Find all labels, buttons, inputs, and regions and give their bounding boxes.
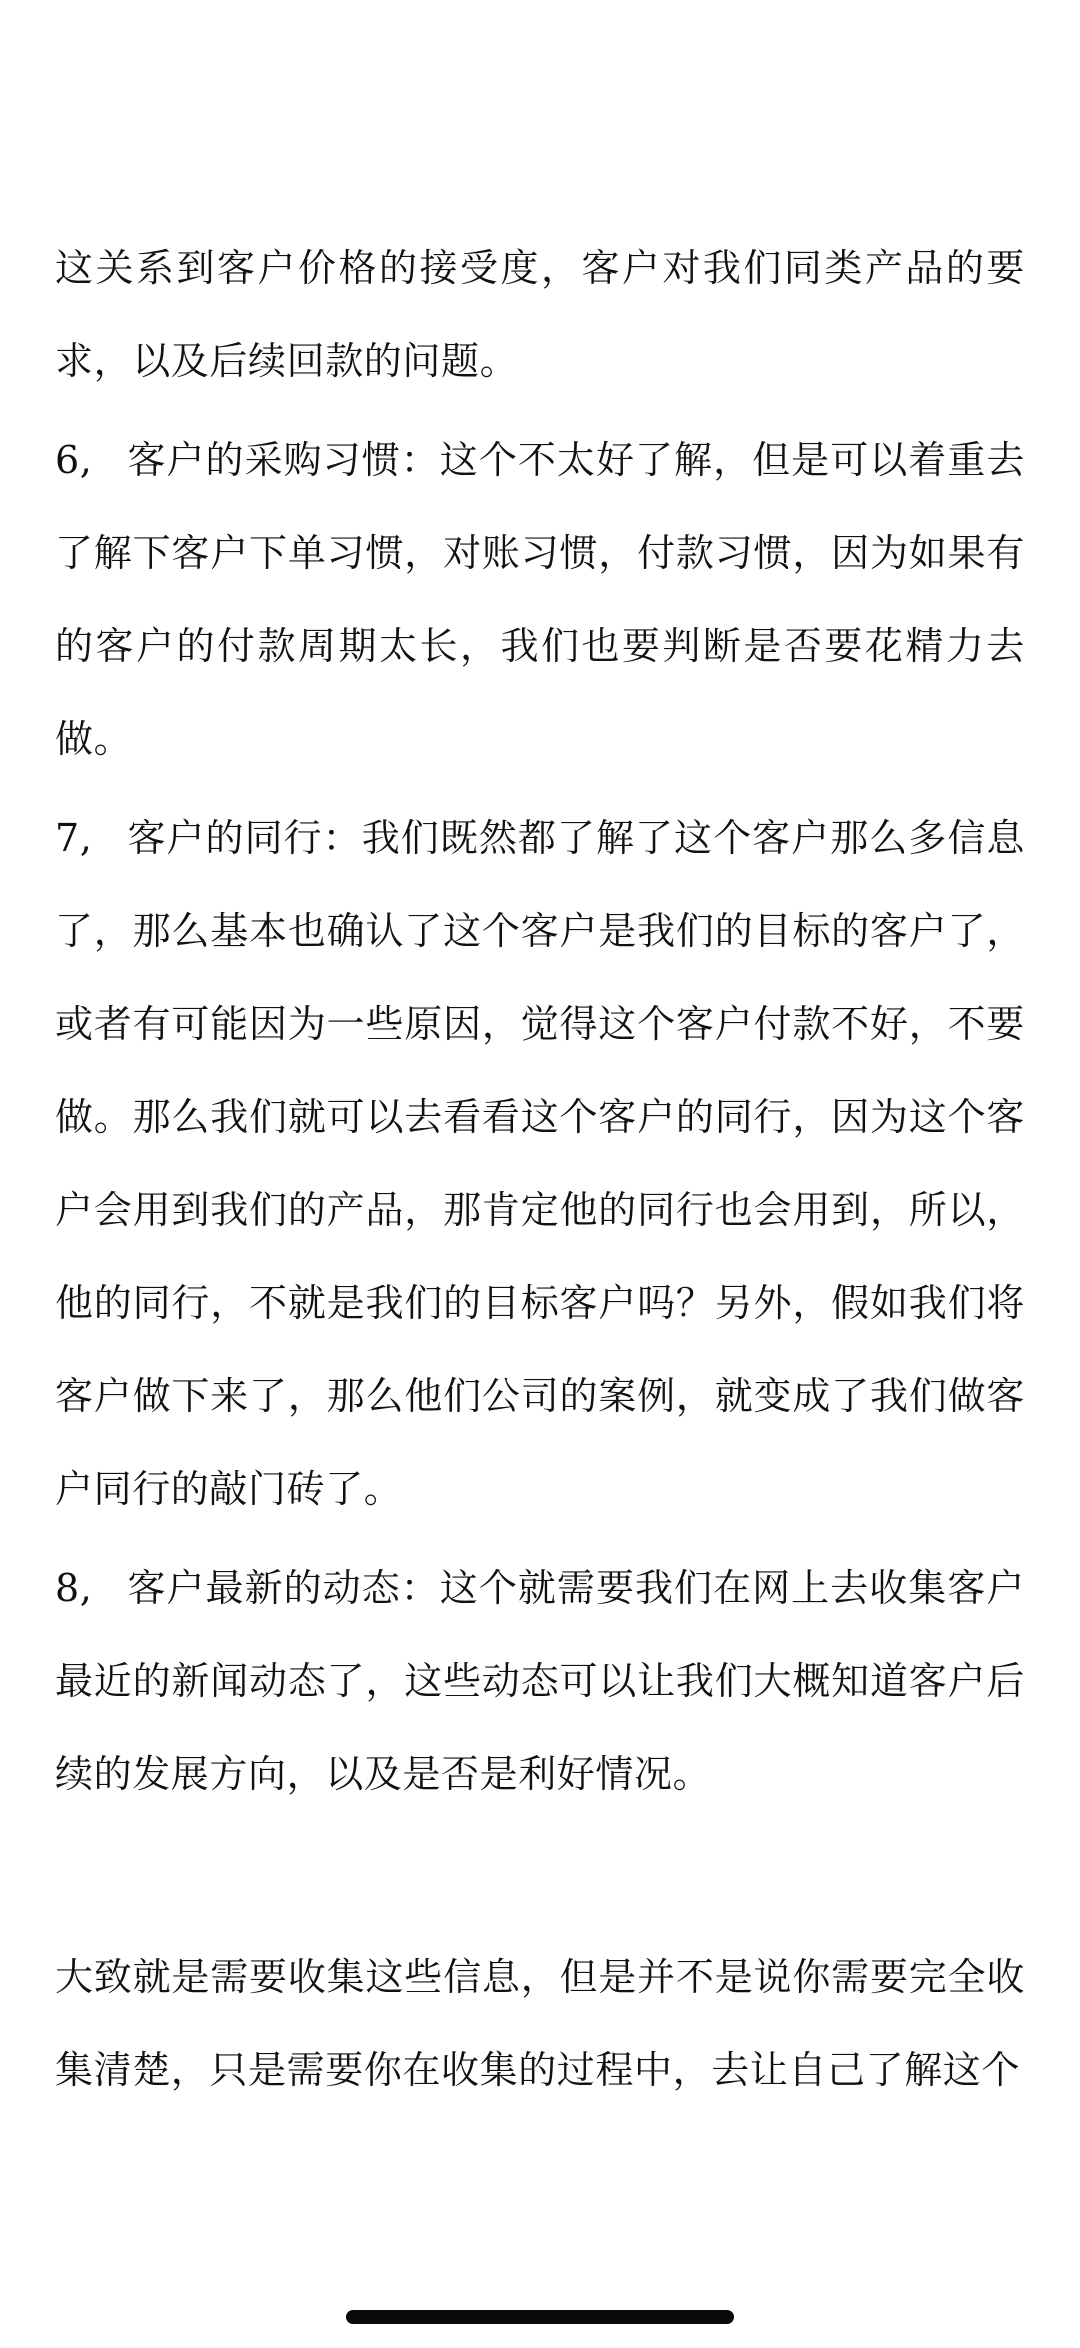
paragraph-item-8 bbox=[55, 1542, 1025, 1821]
paragraph-text: 客户最新的动态：这个就需要我们在网上去收集客户最近的新闻动态了，这些动态可以让我们大概知道客户后续的发展方向，以及是否是利好情况。 bbox=[55, 1566, 1025, 1796]
article-body bbox=[55, 222, 1025, 2117]
item-number: 8, bbox=[55, 1566, 93, 1610]
paragraph-item-7 bbox=[55, 792, 1025, 1536]
paragraph-text: 客户的同行：我们既然都了解了这个客户那么多信息了，那么基本也确认了这个客户是我们的目标的客户了，或者有可能因为一些原因，觉得这个客户付款不好，不要做。那么我们就可以去看看这个客户的同行，因为这个客户会用到我们的产品，那肯定他的同行也会用到，所以，他的同行，不就是我们的目标客户吗？另外，假如我们将客户做下来了，那么他们公司的案例，就变成了我们做客户同行的敲门砖了。 bbox=[55, 816, 1025, 1511]
home-indicator[interactable] bbox=[346, 2310, 734, 2324]
paragraph-spacer bbox=[55, 1821, 1025, 1931]
paragraph-text: 客户的采购习惯：这个不太好了解，但是可以着重去了解下客户下单习惯，对账习惯，付款习惯，因为如果有的客户的付款周期太长，我们也要判断是否要花精力去做。 bbox=[55, 438, 1025, 761]
paragraph-item-6 bbox=[55, 414, 1025, 786]
paragraph-summary bbox=[55, 1931, 1025, 2117]
paragraph-intro bbox=[55, 222, 1025, 408]
item-number: 6, bbox=[55, 438, 93, 482]
paragraph-text: 大致就是需要收集这些信息，但是并不是说你需要完全收集清楚，只是需要你在收集的过程中，去让自己了解这个 bbox=[55, 1955, 1025, 2092]
paragraph-text: 这关系到客户价格的接受度，客户对我们同类产品的要求，以及后续回款的问题。 bbox=[55, 246, 1025, 383]
item-number: 7, bbox=[55, 816, 93, 860]
